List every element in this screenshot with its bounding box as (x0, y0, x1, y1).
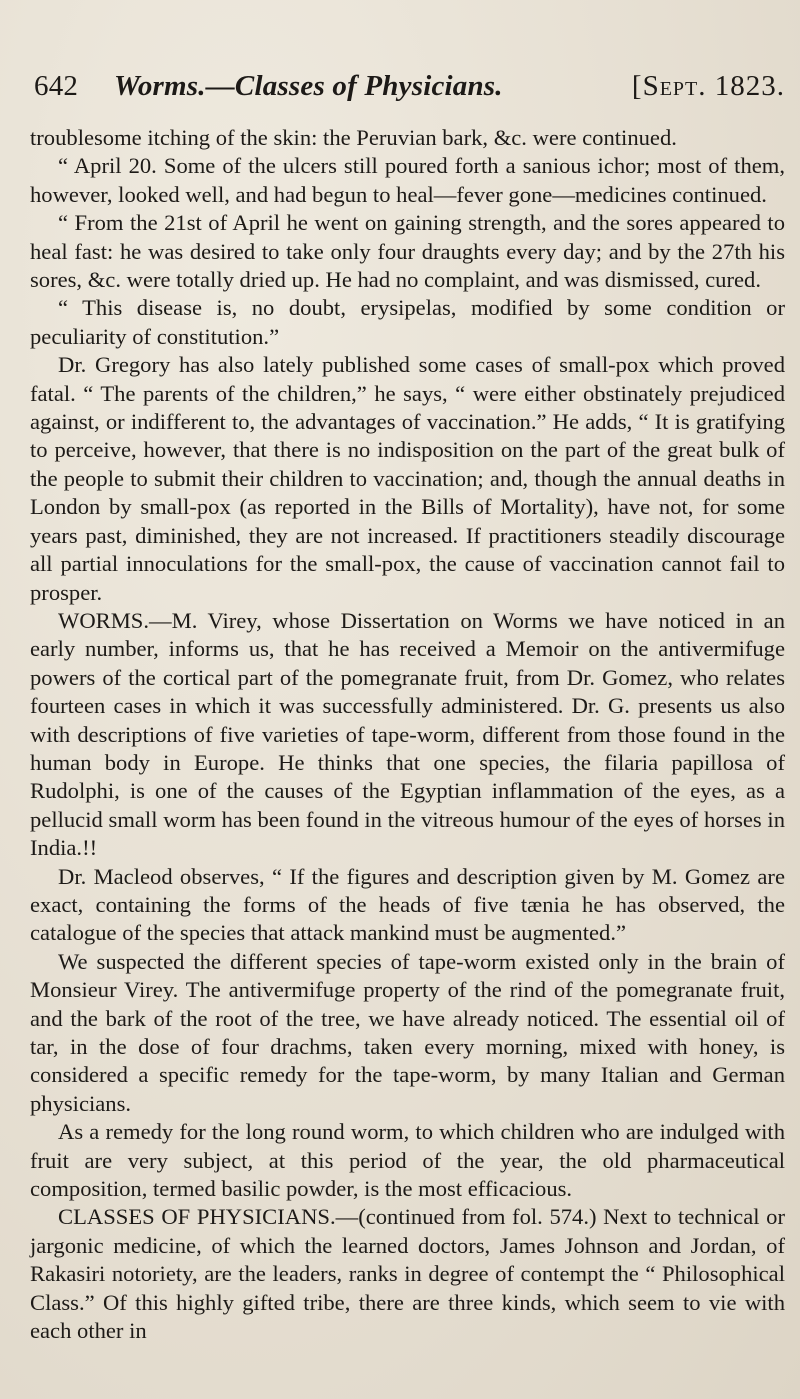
article-body (30, 124, 785, 1345)
paragraph-round-worm: As a remedy for the long round worm, to which children who are indulged with fruit are very subject, at this period of the year, the old pharmaceutical composition, termed basilic powder, is the most efficacious. (30, 1119, 785, 1202)
running-head (30, 70, 785, 110)
paragraph-tape-worm: We suspected the different species of tape-worm existed only in the brain of Monsieur Virey. The antivermifuge property of the rind of the pomegranate fruit, and the bark of the root of the tree, we have already noticed. The essential oil of tar, in the dose of four drachms, taken every morning, mixed with honey, is considered a specific remedy for the tape-worm, by many Italian and German physicians. (30, 948, 785, 1116)
paragraph-worms: WORMS.—M. Virey, whose Dissertation on Worms we have noticed in an early number, informs us, that he has received a Memoir on the antivermifuge powers of the cortical part of the pomegranate fruit, from Dr. Gomez, who relates fourteen cases in which it was successfully administered. Dr. G. presents us also with descriptions of five varieties of tape-worm, different from those found in the human body in Europe. He thinks that one species, the filaria papillosa of Rudolphi, is one of the causes of the Egyptian inflammation of the eyes, as a pellucid small worm has been found in the vitreous humour of the eyes of horses in India.!! (30, 607, 785, 861)
book-page (30, 70, 785, 1370)
paragraph-erysipelas: “ This disease is, no doubt, erysipelas, modified by some condition or peculiarity of constitution.” (30, 295, 785, 349)
paragraph-april-21: “ From the 21st of April he went on gaining strength, and the sores appeared to heal fast: he was desired to take only four draughts every day; and by the 27th his sores, &c. were totally dried up. He had no complaint, and was dismissed, cured. (30, 210, 785, 293)
issue-date: [Sept. 1823. (631, 70, 785, 102)
paragraph-continued-case: troublesome itching of the skin: the Peruvian bark, &c. were continued. (30, 125, 677, 150)
paragraph-april-20: “ April 20. Some of the ulcers still poured forth a sanious ichor; most of them, however, looked well, and had begun to heal—fever gone—medicines continued. (30, 153, 785, 207)
running-title: Worms.—Classes of Physicians. (114, 70, 503, 102)
paragraph-small-pox: Dr. Gregory has also lately published some cases of small-pox which proved fatal. “ The parents of the children,” he says, “ were either obstinately prejudiced against, or indifferent to, the advantages of vaccination.” He adds, “ It is gratifying to perceive, however, that there is no indisposition on the part of the great bulk of the people to submit their children to vaccination; and, though the annual deaths in London by small-pox (as reported in the Bills of Mortality), have not, for some years past, diminished, they are not increased. If practitioners steadily discourage all partial innoculations for the small-pox, the cause of vaccination cannot fail to prosper. (30, 352, 785, 605)
paragraph-macleod: Dr. Macleod observes, “ If the figures and description given by M. Gomez are exact, containing the forms of the heads of five tænia he has observed, the catalogue of the species that attack mankind must be augmented.” (30, 863, 785, 946)
page-number: 642 (34, 70, 79, 102)
paragraph-classes-of-physicians: CLASSES OF PHYSICIANS.—(continued from fol. 574.) Next to technical or jargonic medicine, of which the learned doctors, James Johnson and Jordan, of Rakasiri notoriety, are the leaders, ranks in degree of contempt the “ Philosophical Class.” Of this highly gifted tribe, there are three kinds, which seem to vie with each other in (30, 1204, 785, 1344)
